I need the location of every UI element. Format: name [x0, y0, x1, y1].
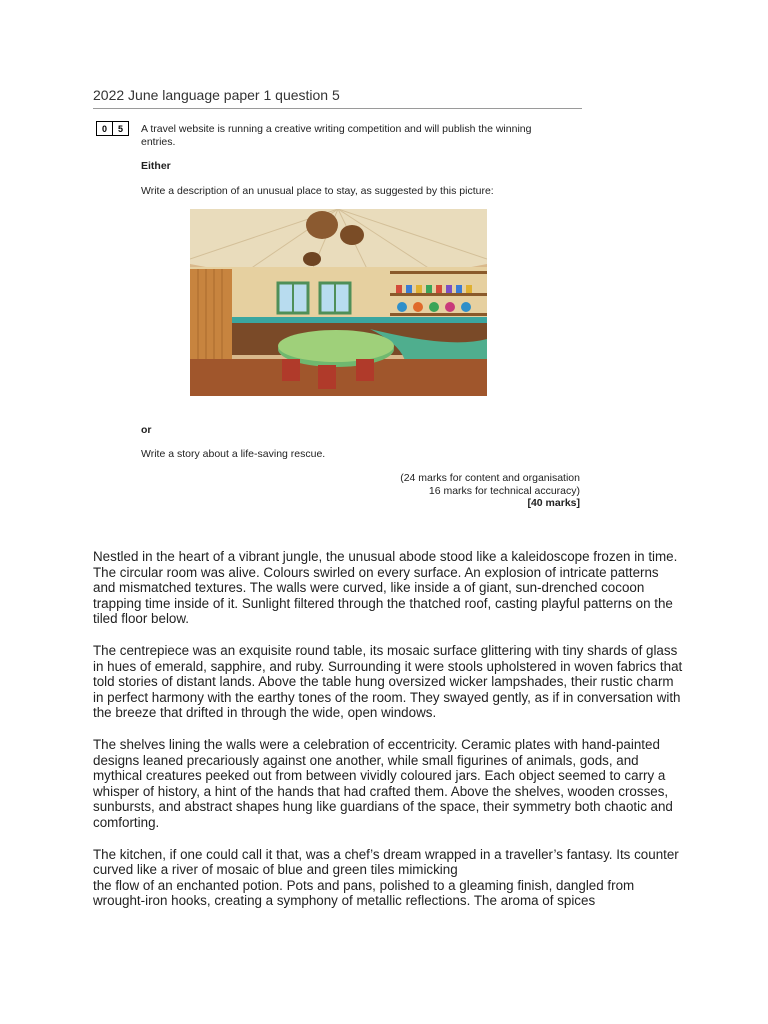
essay-paragraph: The shelves lining the walls were a celebration of eccentricity. Ceramic plates with hand-painted designs leaned precariously against one another, while small figurines of animals, gods, and mythical creatures peeked out from between vividly coloured jars. Each object seemed to carry a whisper of history, a hint of the hands that had crafted them. Above the shelves, wooden crosses, sunbursts, and abstract shapes hung like guardians of the space, their symmetry both chaotic and comforting.: [93, 736, 673, 830]
option-one-prompt: Write a description of an unusual place to stay, as suggested by this picture:: [141, 185, 494, 197]
title-divider: [93, 108, 582, 109]
question-number-digit: 5: [112, 121, 129, 136]
marks-content: (24 marks for content and organisation: [400, 472, 580, 484]
essay-paragraph: The kitchen, if one could call it that, was a chef’s dream wrapped in a traveller’s fantasy. Its counter curved like a river of mosaic of blue and green tiles mimicking the flow of an enchanted potion. Pots and pans, polished to a gleaming finish, dangled from wrought-iron hooks, creating a symphony of metallic reflections. The aroma of spices: [93, 846, 679, 909]
question-number: [96, 121, 128, 136]
unusual-room-photo: [190, 209, 487, 396]
marks-total: [40 marks]: [527, 497, 580, 509]
essay-paragraph: The centrepiece was an exquisite round table, its mosaic surface glittering with tiny shards of glass in hues of emerald, sapphire, and ruby. Surrounding it were stools upholstered in woven fabrics that told stories of distant lands. Above the table hung oversized wicker lampshades, their rustic charm in perfect harmony with the earthy tones of the room. They swayed gently, as if in conversation with the breeze that drifted in through the wide, open windows.: [93, 642, 683, 721]
essay-body: [93, 549, 683, 925]
question-number-digit: 0: [96, 121, 113, 136]
option-two-prompt: Write a story about a life-saving rescue.: [141, 448, 326, 460]
page-title: 2022 June language paper 1 question 5: [93, 87, 340, 103]
mark-scheme: [400, 472, 580, 510]
either-label: Either: [141, 160, 171, 172]
or-label: or: [141, 424, 152, 436]
question-intro: A travel website is running a creative writing competition and will publish the winning entries.: [141, 123, 532, 148]
essay-paragraph: Nestled in the heart of a vibrant jungle, the unusual abode stood like a kaleidoscope frozen in time. The circular room was alive. Colours swirled on every surface. An explosion of intricate patterns and mismatched textures. The walls were curved, like inside a of giant, sun-drenched cocoon trapping time inside of it. Sunlight filtered through the thatched roof, casting playful patterns on the tiled floor below.: [93, 549, 678, 627]
marks-technical: 16 marks for technical accuracy): [428, 484, 580, 497]
